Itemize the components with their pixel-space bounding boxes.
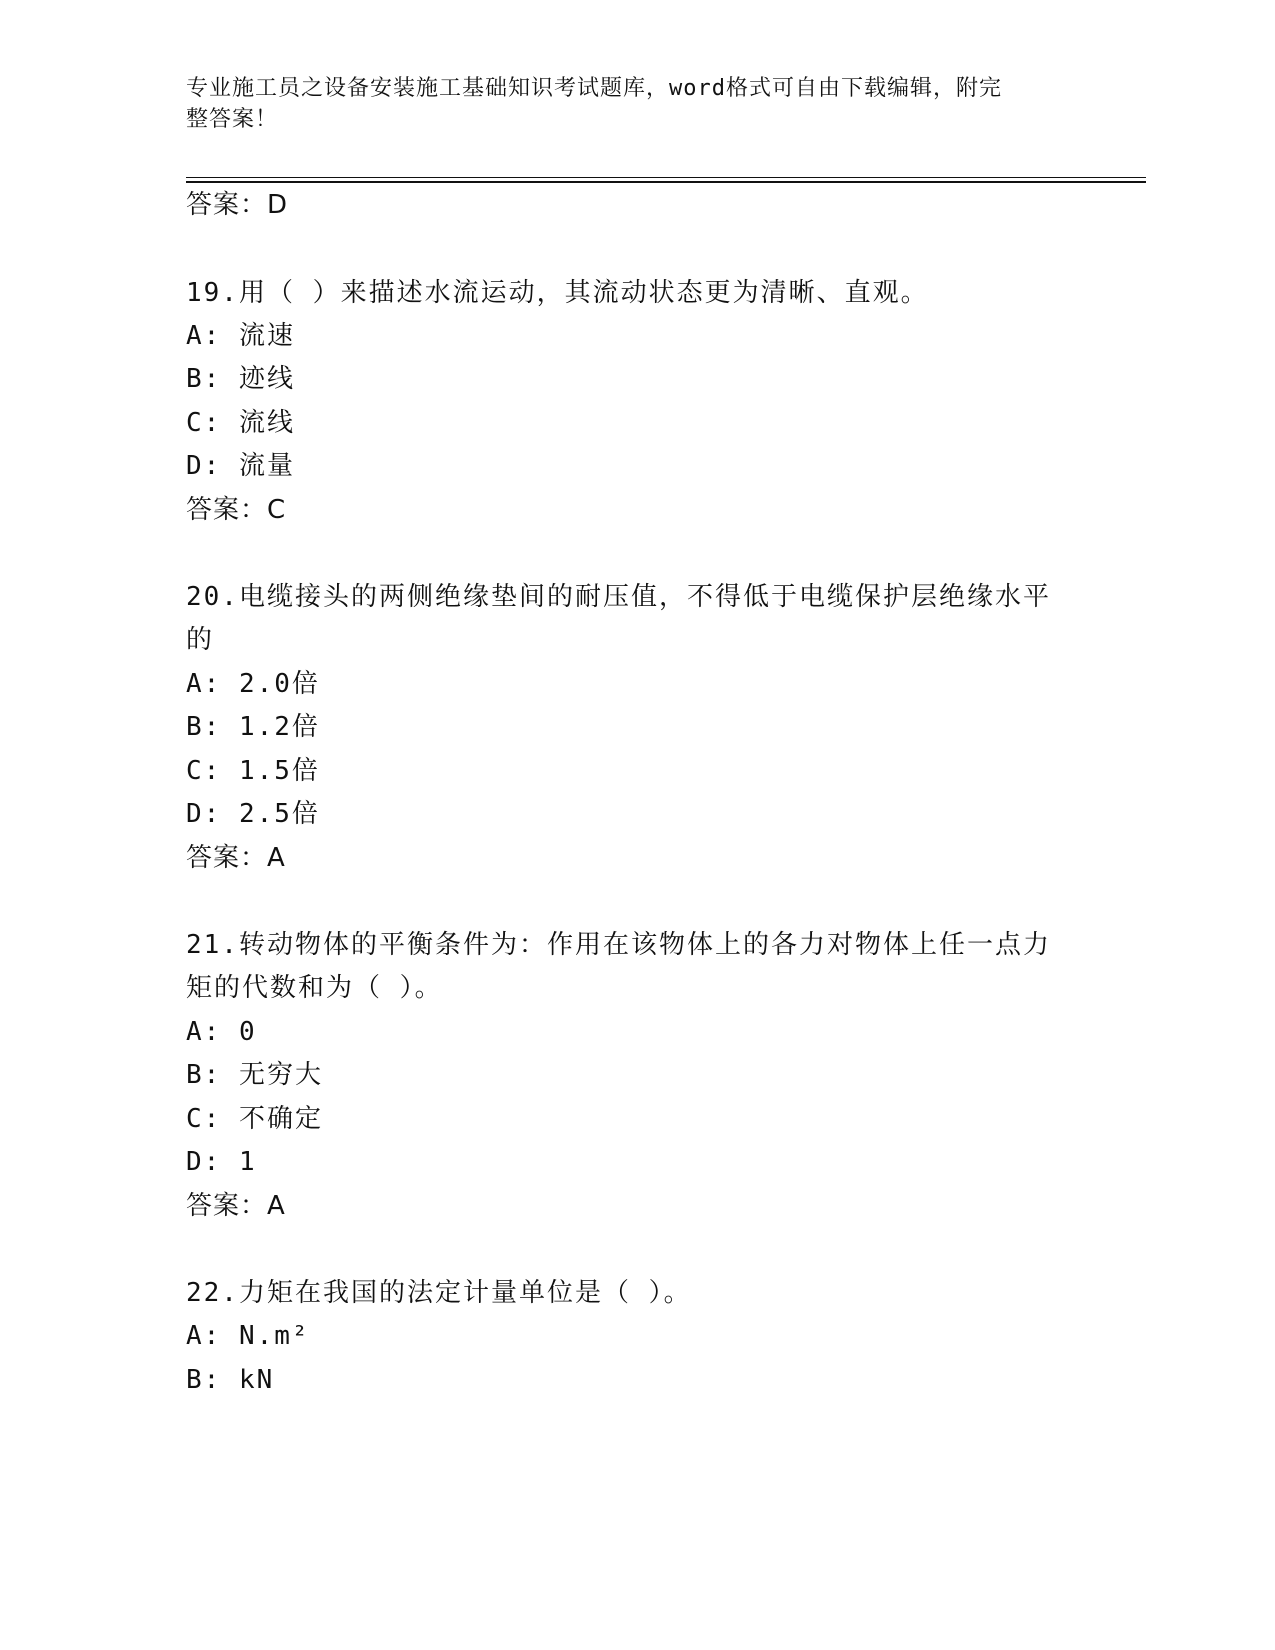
option-d: D: 1 — [186, 1147, 257, 1177]
option-b: B: 迹线 — [186, 364, 295, 394]
question-stem: 的 — [186, 625, 215, 655]
answer-line: 答案：C — [186, 495, 287, 525]
option-c: C: 1.5倍 — [186, 756, 320, 786]
header-divider — [186, 177, 1146, 178]
question-stem: 矩的代数和为（ ）。 — [186, 973, 443, 1003]
option-a: A: 流速 — [186, 321, 295, 351]
header-line: 专业施工员之设备安装施工基础知识考试题库，word格式可自由下载编辑，附完 — [186, 76, 1002, 101]
option-a: A: 0 — [186, 1017, 257, 1047]
document-header — [186, 73, 1066, 135]
question-stem: 20.电缆接头的两侧绝缘垫间的耐压值，不得低于电缆保护层绝缘水平 — [186, 582, 1051, 612]
question-stem: 21.转动物体的平衡条件为：作用在该物体上的各力对物体上任一点力 — [186, 930, 1051, 960]
option-a: A: 2.0倍 — [186, 669, 320, 699]
answer-line: 答案：A — [186, 843, 286, 873]
answer-line: 答案：A — [186, 1191, 286, 1221]
option-c: C: 流线 — [186, 408, 295, 438]
option-c: C: 不确定 — [186, 1104, 323, 1134]
question-stem: 22.力矩在我国的法定计量单位是（ ）。 — [186, 1278, 692, 1308]
option-d: D: 流量 — [186, 451, 295, 481]
header-line: 整答案！ — [186, 107, 279, 132]
question-stem: 19.用（ ）来描述水流运动，其流动状态更为清晰、直观。 — [186, 278, 929, 308]
header-divider — [186, 181, 1146, 183]
answer-line: 答案：D — [186, 190, 289, 220]
option-b: B: 1.2倍 — [186, 712, 320, 742]
option-b: B: 无穷大 — [186, 1060, 323, 1090]
option-a: A: N.m² — [186, 1321, 310, 1351]
option-d: D: 2.5倍 — [186, 799, 320, 829]
option-b: B: kN — [186, 1365, 275, 1395]
